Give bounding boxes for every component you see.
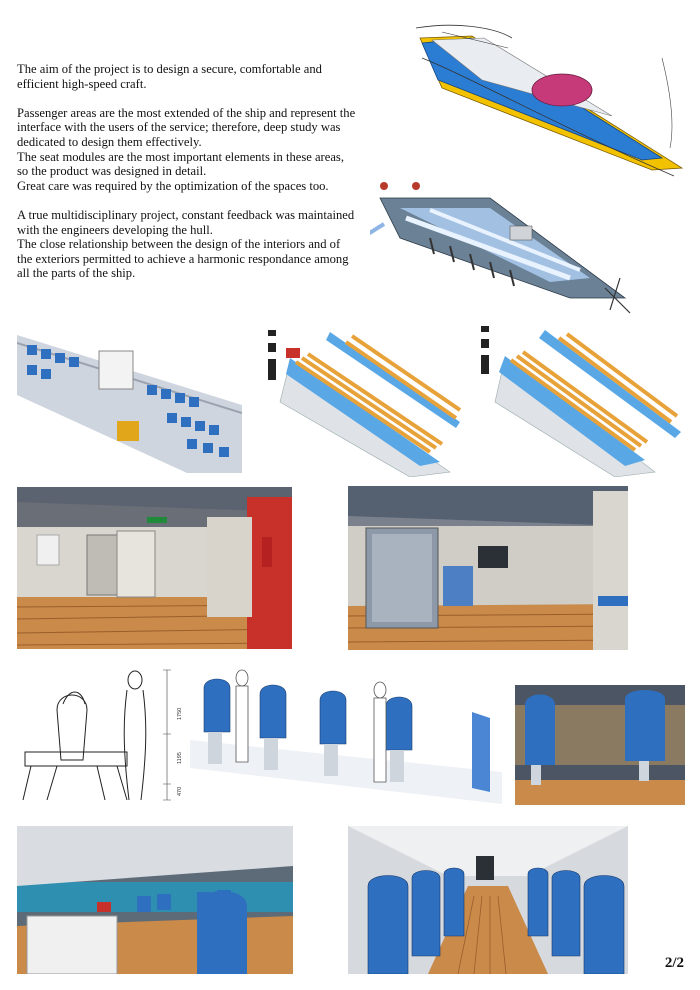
page-number: 2/2	[664, 955, 684, 971]
lobby-render-image	[348, 486, 628, 650]
dim-470-label: 470	[177, 786, 183, 796]
intro-paragraph-2: Passenger areas are the most extended of the ship and represent the interface with the users of the service; therefore, deep study was dedicated to design them effectively. The seat modules are the most important elements in these areas, so the product was designed in detail. Great care was required by the optimization of the spaces too.	[17, 105, 356, 193]
corridor-render-image	[17, 487, 292, 649]
intro-paragraph-3: A true multidisciplinary project, constant feedback was maintained with the engineers developing the hull. The close relationship between the design of the interiors and of the exteriors permitted to achieve a harmonic respondance among all the parts of the ship.	[17, 207, 355, 281]
seat-technical-drawing	[17, 660, 197, 805]
hull-sketch-image	[412, 18, 688, 178]
bridge-render-image	[17, 826, 293, 974]
cabin-cutaway-image	[17, 335, 242, 473]
ship-flow-diagram-image	[370, 178, 640, 318]
deck-layout-1-image	[260, 322, 470, 477]
intro-text	[17, 62, 357, 296]
cabin-aisle-render-image	[348, 826, 628, 974]
seat-row-sketch-image	[190, 662, 502, 804]
deck-layout-2-image	[475, 322, 685, 477]
dim-1750-label: 1750	[177, 707, 183, 720]
dim-1195-label: 1195	[177, 752, 183, 764]
seat-pair-render-image	[515, 685, 685, 805]
intro-paragraph-1: The aim of the project is to design a secure, comfortable and efficient high-speed craft.	[17, 62, 322, 91]
